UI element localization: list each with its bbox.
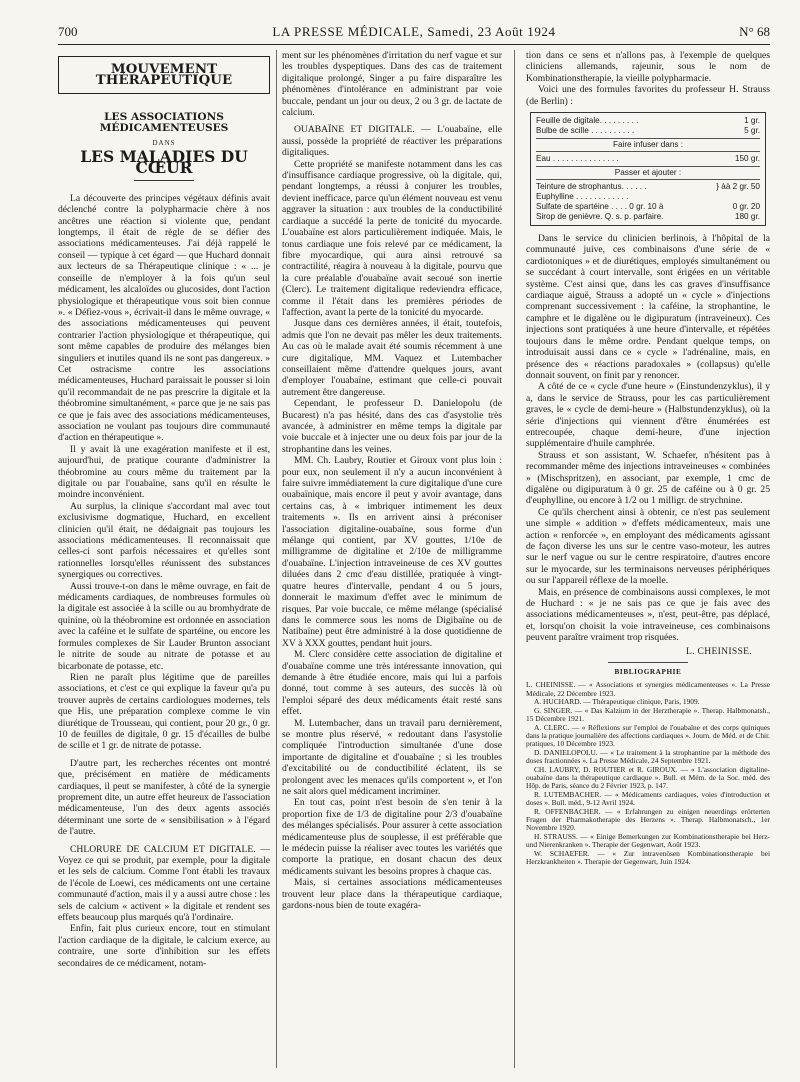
paragraph: Voici une des formules favorites du professeur H. Strauss (de Berlin) : xyxy=(526,84,770,107)
paragraph: CHLORURE DE CALCIUM ET DIGITALE. — Voyez ce qui se produit, par exemple, pour la digitale et les sels de calcium. Comme l'ont établi les travaux de l'école de Loewi, ces médicaments ont une certaine communauté d'action, mais il y a aussi autre chose : les sels de calcium « activent » la digitale et rendent ses effets beaucoup plus marqués qu'à l'ordinaire. xyxy=(58,843,270,924)
title-rule xyxy=(134,180,194,181)
bibliography-entry: R. LUTEMBACHER. — « Médicaments cardiaques, voies d'introduction et doses ». Bull. méd., 9-12 Avril 1924. xyxy=(526,789,770,808)
bibliography-entry: A. HUCHARD. — Thérapeutique clinique, Paris, 1909. xyxy=(534,697,700,707)
paragraph: Rien ne paraît plus légitime que de pareilles associations, et c'est ce qui explique la faveur qu'a pu trouver auprès de certains cardiologues modernes, tels que His, une préparation complexe comme le vin diurétique de Trousseau, qui contient, pour 20 gr., 0 gr. 10 de feuilles de digitale, 0 gr. 15 d'écailles de bulbe de scille et 1 gr. de nitrate de potasse. xyxy=(58,671,270,752)
paragraph: Au surplus, la clinique s'accordant mal avec tout exclusivisme dogmatique, Huchard, en excellent clinicien qu'il était, ne dédaignait pas toujours les associations médicamenteuses. Il reconnaissait que celles-ci sont parfois nécessaires et qu'elles sont rationnelles lorsqu'elles réunissent des substances synergiques ou correctives. xyxy=(58,500,270,581)
bibliography-entry: L. CHEINISSE. — « Associations et synergies médicamenteuses ». La Presse Médicale, 22 Décembre 1923. xyxy=(526,680,770,698)
paragraph: Il y avait là une exagération manifeste et il est, aujourd'hui, de pratique courante d'administrer la théobromine au cours même du traitement par la digitale ou par l'ouabaïne, sans qu'il en résulte le moindre inconvénient. xyxy=(58,443,270,501)
bibliography-heading: BIBLIOGRAPHIE xyxy=(614,668,682,677)
article-title-line1: LES ASSOCIATIONS MÉDICAMENTEUSES xyxy=(99,110,229,135)
paragraph: Dans le service du clinicien berlinois, à l'hôpital de la communauté juive, ces combinaisons d'une série de « cardiotoniques » et de diurétiques, employés simultanément ou se succédant à court intervalle, sont érigées en un véritable système. C'est ainsi que, dans les cas graves d'insuffisance cardiaque aiguë, Strauss a adopté un « cycle » d'injections comprenant successivement : la caféine, la strophantine, le camphre et le digalène ou le digipuratum (intraveineux). Ces injections sont pratiquées à une heure d'intervalle, et répétées toujours dans le même ordre. Pendant quelque temps, on introduisait aussi dans ce « cycle » l'adrénaline, mais, en présence des « réactions paradoxales » (collapsus) qu'elle donnait souvent, on finit par y renoncer. xyxy=(526,233,770,381)
article-title-dans: DANS xyxy=(152,138,176,147)
paragraph: tion dans ce sens et n'allons pas, à l'exemple de quelques cliniciens allemands, rajeunir, sous le nom de Kombinationstherapie, la vieille polypharmacie. xyxy=(526,50,770,84)
formula-instruction: Passer et ajouter : xyxy=(536,166,760,180)
paragraph: La découverte des principes végétaux définis avait déclenché contre la polypharmacie chère à nos ancêtres une réaction si violente que, pendant longtemps, il était de règle de se défier des associations médicamenteuses. J'ai déjà rappelé le conseil — typique à cet égard — que Huchard donnait aux lecteurs de sa Thérapeutique clinique : « ... je conseille de n'employer à la fois qu'un seul médicament, les alcaloïdes ou glucosides, dont l'action physiologique et thérapeutique vous soit bien connue ». « Défiez-vous », écrivait-il dans le même ouvrage, « des associations médicamenteuses qui peuvent contrarier l'action physiologique et thérapeutique, qui sont même capables de produire des mélanges bien singuliers et inutiles quand ils ne sont pas dangereux. » Cet ostracisme contre les associations médicamenteuses, Huchard paraissait le pousser si loin qu'il recommandait de ne pas prescrire la digitale et la théobromine simultanément, « parce que je ne sais pas ce que je fais avec des associations médicamenteuses, association ne voulant pas toujours dire communauté d'action en thérapeutique ». xyxy=(58,192,270,444)
column-1 xyxy=(58,50,270,1068)
bibliography-entry: R. OFFENBACHER. — « Erfahrungen zu einigen neuerdings erörterten Fragen der Pharmakotherapie des Herzens ». Therap. Halbmonatsch., 1er Novembre 1920. xyxy=(526,806,770,833)
article-title-line2: LES MALADIES DU CŒUR xyxy=(80,147,248,178)
formula-ingredient: Sulfate de spartéine . . . . 0 gr. 10 à xyxy=(536,202,664,212)
paragraph: Aussi trouve-t-on dans le même ouvrage, en fait de médicaments cardiaques, de nombreuses formules où la digitale est associée à la scille ou au bromhydrate de quinine, où la théobromine est ordonnée en association avec la caféine et le sulfate de spartéine, ou encore les formules complexes de Sir Lauder Brunton associant le nitrite de soude au nitrate de potasse et au bicarbonate de potasse, etc. xyxy=(58,580,270,672)
formula-instruction: Faire infuser dans : xyxy=(536,138,760,152)
paragraph: M. Clerc considère cette association de digitaline et d'ouabaïne comme une très intéressante innovation, qui demande à être étudiée encore, mais qui lui a parfois donné, tout comme à ses auteurs, des succès là où l'emploi séparé des deux médicaments était resté sans effet. xyxy=(282,649,502,718)
formula-quantity: 150 gr. xyxy=(734,154,760,164)
formula-row xyxy=(536,212,760,222)
formula-row xyxy=(536,154,760,164)
paragraph: Mais, en présence de combinaisons aussi complexes, le mot de Huchard : « je ne sais pas ce que je fais avec des associations médicamenteuses », n'est, peut-être, pas déplacé, et, lorsqu'on choisit la voie intraveineuse, ces combinaisons peuvent paraître vraiment trop risquées. xyxy=(526,586,770,644)
paragraph: Cette propriété se manifeste notamment dans les cas d'insuffisance cardiaque progressive, où la digitale, qui, pendant longtemps, a réussi à conjurer les troubles, devient inefficace, parce qu'un élément nouveau est venu aggraver la situation : aux troubles de la conductibilité cardiaque a succédé la perte de tonicité du myocarde. L'ouabaïne est alors particulièrement indiquée. Mais, le tonus cardiaque une fois relevé par ce médicament, la fibre myocardique, qui aura ainsi retrouvé sa contractilité, réagira à nouveau à la digitale, pourvu que la cure préalable d'ouabaïne avait secoué son inertie (Clerc). Le traitement digitalique redeviendra efficace, comme il l'était dans les premières périodes de l'affection, avant la perte de la tonicité du myocarde. xyxy=(282,158,502,318)
header-rule xyxy=(58,44,770,45)
bibliography-list xyxy=(526,681,770,866)
author-signature: L. CHEINISSE. xyxy=(686,645,752,657)
formula-ingredient: Teinture de strophantus. . . . . . xyxy=(536,182,647,192)
formula-row xyxy=(536,126,760,136)
paragraph: OUABAÏNE ET DIGITALE. — L'ouabaïne, elle aussi, possède la propriété de réactiver les préparations digitaliques. xyxy=(282,124,502,159)
page-number: 700 xyxy=(58,24,78,39)
paragraph: D'autre part, les recherches récentes ont montré que, précisément en matière de médicaments cardiaques, il peut se manifester, à côté de la synergie proprement dite, un autre effet heureux de l'association médicamenteuse, l'un des deux agents associés déterminant une sorte de « sensibilisation » à l'égard de l'autre. xyxy=(58,757,270,838)
formula-ingredient: Feuille de digitale. . . . . . . . . xyxy=(536,116,639,126)
formula-quantity: 0 gr. 20 xyxy=(732,202,760,212)
formula-ingredient: Eau . . . . . . . . . . . . . . . xyxy=(536,154,619,164)
formula-quantity: 5 gr. xyxy=(744,126,760,136)
formula-ingredient: Sirop de genièvre. Q. s. p. parfaire. xyxy=(536,212,664,222)
bibliography-entry: G. SINGER. — « Das Kalzium in der Herztherapie ». Therap. Halbmonatsh., 15 Décembre 1921. xyxy=(526,705,770,724)
column-divider xyxy=(276,50,277,1068)
journal-title: LA PRESSE MÉDICALE, Samedi, 23 Août 1924 xyxy=(272,24,556,39)
paragraph: Ce qu'ils cherchent ainsi à obtenir, ce n'est pas seulement une simple « addition » d'effets médicamenteux, mais une action « renforcée », en employant des médicaments agissant de façon diverse les uns sur le centre vaso-moteur, les autres sur le nerf vague ou sur le centre respiratoire, d'autres encore sur le myocarde, sur les terminaisons nerveuses périphériques ou sur l'appareil réflexe de la moelle. xyxy=(526,506,770,587)
paragraph: MM. Ch. Laubry, Routier et Giroux vont plus loin : pour eux, non seulement il n'y a aucun inconvénient à faire suivre immédiatement la cure digitalique d'une cure ouabaïnique, mais encore il peut y avoir avantage, dans certains cas, à « imbriquer intimement les deux traitements ». Ils en arrivent ainsi à préconiser l'association digitaline-ouabaïne, sous forme d'un mélange qui contient, par XV gouttes, 1/10e de milligramme de digitaline et 2/10e de milligramme d'ouabaïne. L'injection intraveineuse de ces XV gouttes diluées dans 2 cmc d'eau distillée, pratiquée à vingt-quatre heures d'intervalle, pendant 4 ou 5 jours, donnerait le maximum d'effet avec le minimum de risques. Par voie buccale, ce même mélange (spécialisé dans le commerce sous les noms de Digibaïne ou de Natibaïne) peut être administré à la dose quotidienne de XV à XXX gouttes, pendant huit jours. xyxy=(282,455,502,649)
paragraph: ment sur les phénomènes d'irritation du nerf vague et sur les troubles dyspeptiques. Dans des cas de traitement digitalique prolongé, Singer a pu faire disparaître les phénomènes d'intolérance en administrant par voie buccale, pendant un jour ou deux, 2 ou 3 gr. de lactate de calcium. xyxy=(282,50,502,119)
paragraph: Mais, si certaines associations médicamenteuses trouvent leur place dans la thérapeutique cardiaque, gardons-nous bien de toute exagéra- xyxy=(282,877,502,912)
paragraph: A côté de ce « cycle d'une heure » (Einstundenzyklus), il y a, dans le service de Strauss, pour les cas particulièrement graves, le « cycle de demi-heure » (Halbstundenzyklus), où la série d'injections qui viennent d'être énumérées est entrecoupée, chaque demi-heure, d'une injection supplémentaire d'huile camphrée. xyxy=(526,381,770,450)
section-rubric: MOUVEMENT THÉRAPEUTIQUE xyxy=(58,56,270,94)
paragraph: Strauss et son assistant, W. Schaefer, n'hésitent pas à recommander même des injections intraveineuses « combinées » (Mischspritzen), en associant, par exemple, 1 cmc de digalène ou digipuratum à 0 gr. 25 de caféine ou à 0 gr. 25 d'euphylline, ou encore à 1/2 ou 1 milligr. de strychnine. xyxy=(526,449,770,507)
biblio-rule xyxy=(608,662,688,663)
bibliography-entry: H. STRAUSS. — « Einige Bemerkungen zur Kombinationstherapie bei Herz- und Nierenkranken ». Therapie der Gegenwart, Août 1923. xyxy=(526,831,770,850)
formula-row xyxy=(536,182,760,192)
formula-quantity: } àà 2 gr. 50 xyxy=(716,182,760,192)
formula-quantity: 1 gr. xyxy=(744,116,760,126)
paragraph: Cependant, le professeur D. Danielopolu (de Bucarest) n'a pas hésité, dans des cas d'asystolie très avancée, à administrer en même temps la digitale par voie buccale et à injecter une ou deux fois par jour de la strophantine dans les veines. xyxy=(282,398,502,455)
formula-row xyxy=(536,202,760,212)
paragraph: M. Lutembacher, dans un travail paru dernièrement, se montre plus réservé, « redoutant dans l'asystolie compliquée l'introduction simultanée d'une dose importante de digitaline et d'ouabaïne ; si les troubles d'excitabilité ou de conductibilité éclatent, ils se prolongent avec les menaces qu'ils comportent », et l'on ne sait alors quel médicament incriminer. xyxy=(282,717,502,797)
formula-ingredient: Euphylline . . . . . . . . . . . . xyxy=(536,192,629,202)
paragraph: Jusque dans ces dernières années, il était, toutefois, admis que l'on ne devait pas mêler les deux traitements. Au cas où le malade avait été soumis récemment à une cure digitalique, MM. Vaquez et Lutembacher conseillaient même d'attendre quelques jours, avant d'employer l'ouabaïne, estimant que celle-ci pouvait autrement être dangereuse. xyxy=(282,318,502,398)
issue-number: N° 68 xyxy=(739,24,770,39)
column-divider xyxy=(514,50,515,1068)
bibliography-entry: D. DANIELOPOLU. — « Le traitement à la strophantine par la méthode des doses fractionnées ». La Presse Médicale, 24 Septembre 1921. xyxy=(526,747,770,766)
paragraph: Enfin, fait plus curieux encore, tout en stimulant l'action cardiaque de la digitale, le calcium exerce, au contraire, une sorte d'inhibition sur les effets secondaires de ce médicament, notam- xyxy=(58,923,270,969)
formula-row xyxy=(536,116,760,126)
bibliography-entry: A. CLERC. — « Réflexions sur l'emploi de l'ouabaïne et des corps quiniques dans la pratique journalière des affections cardiaques ». Journ. de Méd. et de Chir. pratiques, 10 Décembre 1923. xyxy=(526,722,770,749)
paragraph: En tout cas, point n'est besoin de s'en tenir à la proportion fixe de 1/3 de digitaline pour 2/3 d'ouabaïne des mélanges spécialisés. Pour assurer à cette association médicamenteuse plus de souplesse, il est préférable que le médecin puisse la réaliser avec toutes les variétés que comporte la pratique, en dosant chacun des deux médicaments suivant les besoins propres à chaque cas. xyxy=(282,797,502,877)
formula-row xyxy=(536,192,760,202)
formula-ingredient: Bulbe de scille . . . . . . . . . . xyxy=(536,126,635,136)
formula-quantity: 180 gr. xyxy=(734,212,760,222)
bibliography-entry: CH. LAUBRY, D. ROUTIER et R. GIROUX. — « L'association digitaline-ouabaïne dans la thérapeutique cardiaque ». Bull. et Mém. de la Soc. méd. des Hôp. de Paris, séance du 2 Février 1923, p. 147. xyxy=(526,764,770,791)
bibliography-entry: W. SCHAEFER. — « Zur intravenösen Kombinationstherapie bei Herzkrankheiten ». Therapie der Gegenwart, Juin 1924. xyxy=(526,848,770,866)
column-3 xyxy=(526,50,770,1068)
page-header xyxy=(58,24,770,40)
prescription-formula xyxy=(530,112,766,226)
column-2 xyxy=(282,50,502,1068)
